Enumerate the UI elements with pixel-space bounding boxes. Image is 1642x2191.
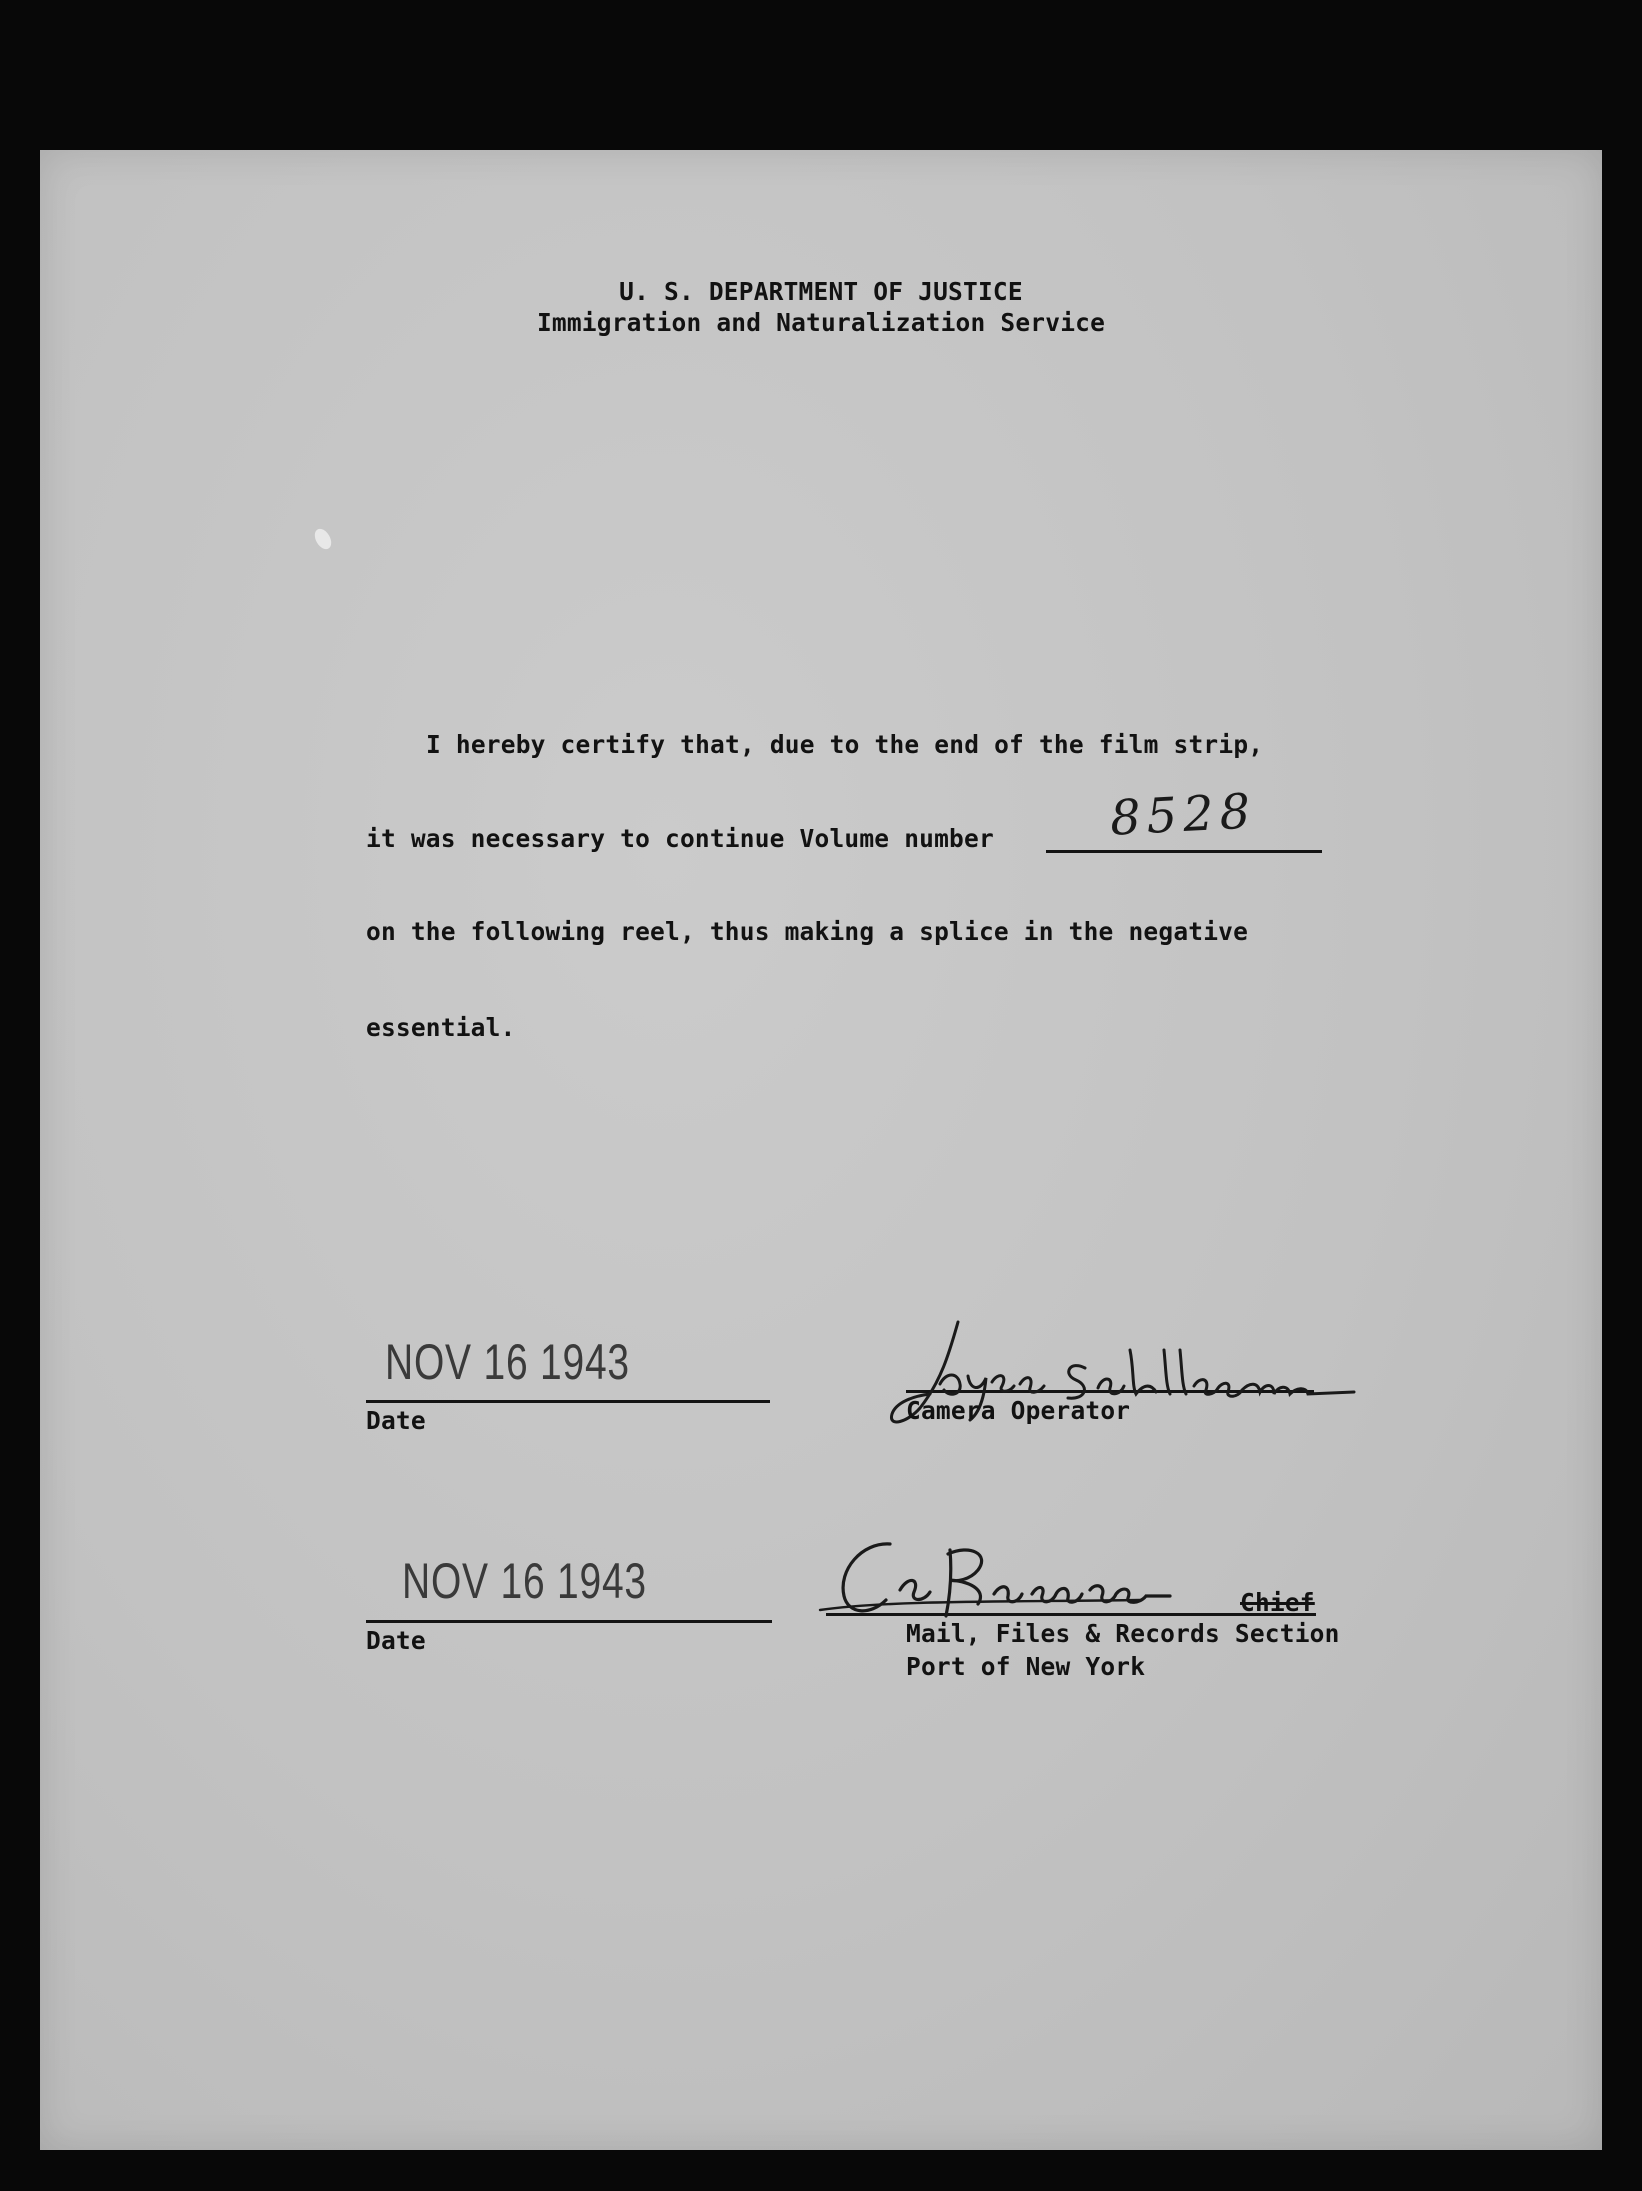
struck-title-chief: Chief xyxy=(1240,1588,1315,1617)
section-name: Mail, Files & Records Section xyxy=(906,1619,1340,1648)
date-line-1 xyxy=(366,1400,770,1403)
certification-line-4: essential. xyxy=(366,1013,516,1042)
certification-line-1: I hereby certify that, due to the end of the film strip, xyxy=(426,730,1264,759)
date-label-2: Date xyxy=(366,1626,426,1655)
volume-number: 8528 xyxy=(1108,783,1258,847)
header-service: Immigration and Naturalization Service xyxy=(536,308,1106,337)
camera-operator-title: Camera Operator xyxy=(906,1396,1131,1425)
date-stamp-1: NOV 16 1943 xyxy=(385,1334,630,1390)
date-label-1: Date xyxy=(366,1406,426,1435)
document-page xyxy=(40,150,1602,2150)
certification-line-3: on the following reel, thus making a splice in the negative xyxy=(366,917,1249,946)
volume-number-underline xyxy=(1046,850,1322,853)
port-name: Port of New York xyxy=(906,1652,1146,1681)
certification-line-2: it was necessary to continue Volume number xyxy=(366,824,994,853)
paper-blemish xyxy=(311,526,334,552)
header-department: U. S. DEPARTMENT OF JUSTICE xyxy=(619,277,1023,306)
date-stamp-2: NOV 16 1943 xyxy=(402,1553,647,1609)
date-line-2 xyxy=(366,1620,772,1623)
